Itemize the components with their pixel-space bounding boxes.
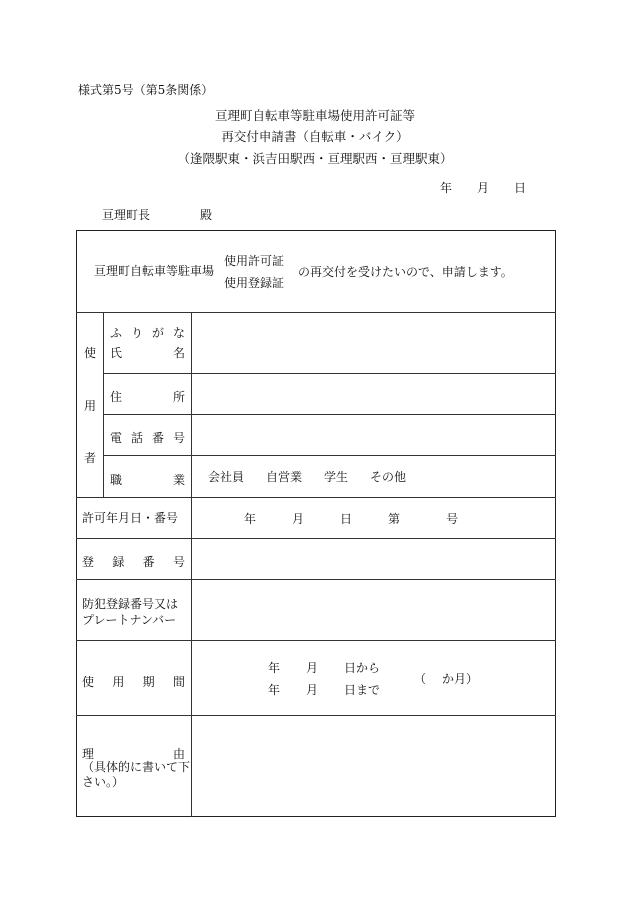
phone-field[interactable] <box>192 415 555 455</box>
reason-label: 理 由 <box>82 747 185 761</box>
column-divider <box>103 312 104 497</box>
occupation-self-employed[interactable]: 自営業 <box>266 470 303 484</box>
registration-label: 登 録 番 号 <box>82 555 185 569</box>
user-group-char: 使 <box>84 346 97 360</box>
registration-field[interactable] <box>192 539 555 579</box>
period-to[interactable]: 年 月 日まで <box>268 683 381 697</box>
phone-label: 電 話 番 号 <box>110 431 185 445</box>
furigana-label: ふ り が な <box>110 326 185 340</box>
declaration-text: の再交付を受けたいので、申請します。 <box>298 265 513 279</box>
declaration-option-permit[interactable]: 使用許可証 <box>224 254 285 268</box>
form-title-line1: 亘理町自転車等駐車場使用許可証等 <box>214 108 415 123</box>
occupation-label: 職 業 <box>110 473 185 487</box>
date-day: 日 <box>514 181 527 195</box>
period-label: 使 用 期 間 <box>82 675 185 689</box>
plate-label-line2: プレートナンバー <box>82 613 177 627</box>
occupation-student[interactable]: 学生 <box>324 470 349 484</box>
occupation-other[interactable]: その他 <box>370 470 407 484</box>
declaration-facility: 亘理町自転車等駐車場 <box>94 264 215 278</box>
date-month: 月 <box>477 181 490 195</box>
period-months[interactable]: （ か月） <box>414 672 479 686</box>
declaration-option-registration[interactable]: 使用登録証 <box>224 276 285 290</box>
period-from[interactable]: 年 月 日から <box>268 661 381 675</box>
reason-field[interactable] <box>192 716 555 816</box>
reason-sublabel: （具体的に書いて下さい。） <box>82 760 191 789</box>
honorific: 殿 <box>200 208 213 222</box>
addressee <box>102 209 212 221</box>
row-divider <box>103 455 556 456</box>
occupation-options <box>208 471 428 483</box>
address-field[interactable] <box>192 374 555 414</box>
plate-field[interactable] <box>192 580 555 640</box>
date-line <box>440 182 526 194</box>
occupation-company-employee[interactable]: 会社員 <box>208 470 245 484</box>
date-year: 年 <box>440 181 453 195</box>
address-label: 住 所 <box>110 390 185 404</box>
permit-date-number-field[interactable]: 年 月 日 第 号 <box>244 512 459 526</box>
addressee-name: 亘理町長 <box>102 208 151 222</box>
plate-label-line1: 防犯登録番号又は <box>82 597 179 611</box>
station-list: （逢隈駅東・浜吉田駅西・亘理駅西・亘理駅東） <box>177 151 453 166</box>
user-group-char: 用 <box>84 399 97 413</box>
row-divider <box>76 497 556 498</box>
permit-label: 許可年月日・番号 <box>82 511 179 525</box>
name-label: 氏 名 <box>110 346 185 360</box>
row-divider <box>76 640 556 641</box>
form-title-line2: 再交付申請書（自転車・バイク） <box>221 129 409 144</box>
user-group-char: 者 <box>84 451 97 465</box>
form-number: 様式第5号（第5条関係） <box>78 83 214 97</box>
name-field[interactable] <box>192 313 555 373</box>
